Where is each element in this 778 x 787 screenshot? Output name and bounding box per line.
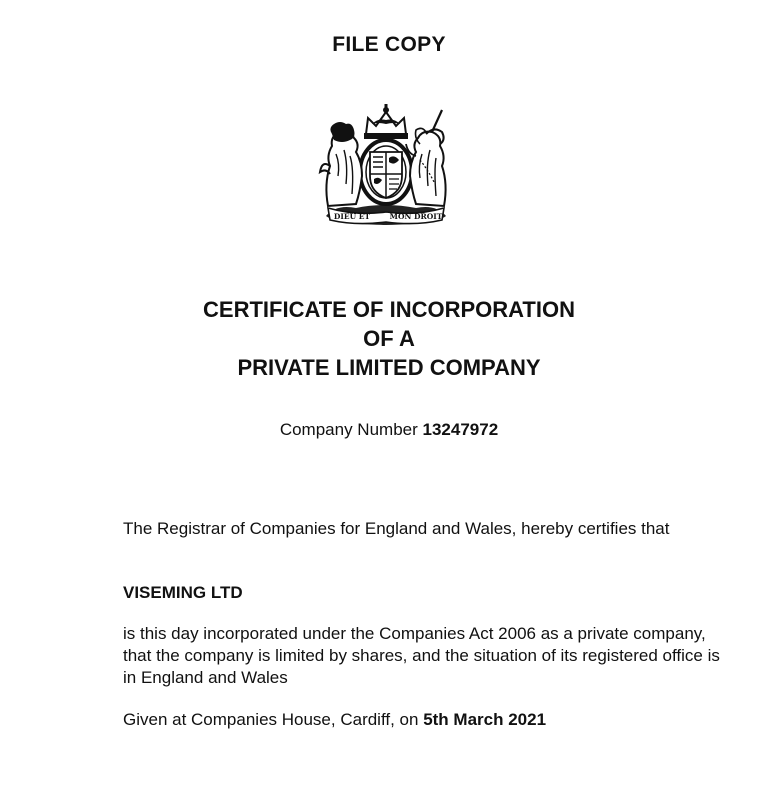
file-copy-heading: FILE COPY bbox=[332, 33, 446, 56]
motto-right-text: MON DROIT bbox=[389, 212, 443, 221]
company-number-line bbox=[0, 420, 778, 440]
company-name: VISEMING LTD bbox=[123, 583, 243, 602]
title-line-1: CERTIFICATE OF INCORPORATION bbox=[203, 297, 575, 322]
incorporation-date: 5th March 2021 bbox=[423, 710, 547, 729]
motto-left-text: DIEU ET bbox=[333, 212, 371, 221]
certificate-title bbox=[0, 295, 778, 382]
company-number-value: 13247972 bbox=[422, 420, 499, 439]
title-line-3: PRIVATE LIMITED COMPANY bbox=[237, 355, 541, 380]
given-at-text: Given at Companies House, Cardiff, on bbox=[123, 710, 419, 729]
incorporation-statement: is this day incorporated under the Companies Act 2006 as a private company, that the company is limited by shares, and the situation of its registered office is in England and Wales bbox=[123, 624, 720, 687]
given-at-line bbox=[123, 709, 723, 731]
royal-coat-of-arms-icon bbox=[316, 104, 456, 228]
title-line-2: OF A bbox=[363, 326, 415, 351]
registrar-statement: The Registrar of Companies for England and Wales, hereby certifies that bbox=[123, 519, 670, 538]
company-number-label: Company Number bbox=[279, 420, 418, 439]
